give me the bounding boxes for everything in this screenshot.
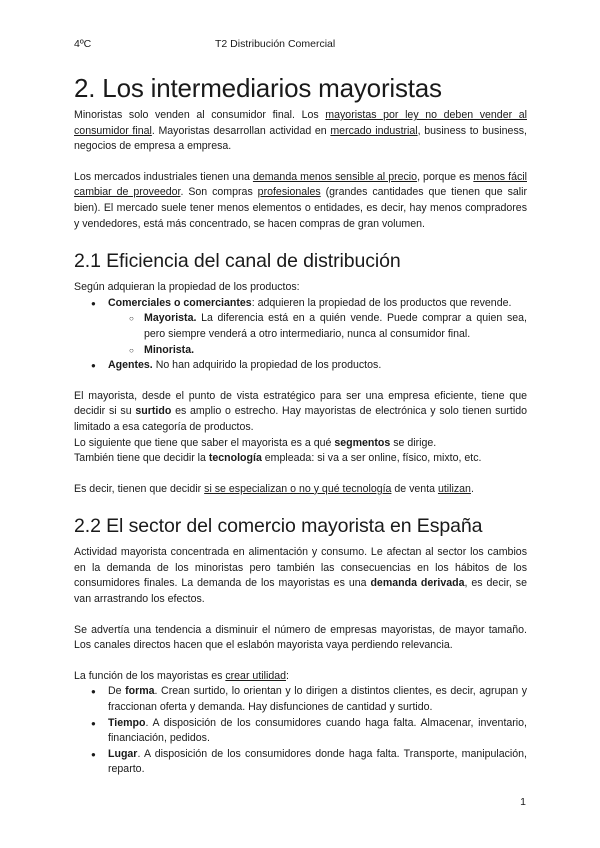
paragraph-tecnologia: También tiene que decidir la tecnología empleada: si va a ser online, físico, mixto, etc. xyxy=(74,452,482,465)
list-item-lugar: ● Lugar. A disposición de los consumidores donde haga falta. Transporte, manipulación, reparto. xyxy=(92,747,527,778)
paragraph-propiedad-intro: Según adquieran la propiedad de los productos: xyxy=(74,281,300,294)
header-title: T2 Distribución Comercial xyxy=(215,38,336,50)
paragraph-mercados-industriales: Los mercados industriales tienen una demanda menos sensible al precio, porque es menos fácil cambiar de proveedor. Son compras profesionales (grandes cantidades que tienen que salir bien). El mercado suele tener menos elementos o entidades, es decir, hay menos compradores y vendedores, está más concentrado, se hacen compras de gran volumen. xyxy=(74,170,527,230)
list-item-tiempo: ● Tiempo. A disposición de los consumidores cuando haga falta. Almacenar, inventario, financiación, pedidos. xyxy=(92,716,527,747)
paragraph-es-decir: Es decir, tienen que decidir si se especializan o no y qué tecnología de venta utilizan. xyxy=(74,482,474,495)
list-item-forma: ● De forma. Crean surtido, lo orientan y lo dirigen a distintos clientes, es decir, agrupan y fraccionan oferta y demanda. Hay disfunciones de cantidad y surtido. xyxy=(92,684,527,715)
document-body xyxy=(74,72,527,778)
paragraph-minoristas: Minoristas solo venden al consumidor final. Los mayoristas por ley no deben vender al consumidor final. Mayoristas desarrollan actividad en mercado industrial, business to business, negocios de empresa a empresa. xyxy=(74,109,527,153)
paragraph-surtido: El mayorista, desde el punto de vista estratégico para ser una empresa eficiente, tiene que decidir si su surtido es amplio o estrecho. Hay mayoristas de electrónica y solo tienen surtido limitado a esa categoría de productos. xyxy=(74,389,527,433)
list-item-comerciales: ● Comerciales o comerciantes: adquieren la propiedad de los productos que revende. ○ Mayorista. La diferencia está en a quién vende. Puede comprar a quien sea, pero siempre venderá a otro intermediario, nunca al consumidor final. ○ Minorista. xyxy=(92,296,527,358)
list-tipos-intermediarios xyxy=(92,296,527,374)
page-number: 1 xyxy=(520,796,526,808)
header-course: 4ºC xyxy=(74,38,92,50)
section-heading-sector-mayorista: 2.2 El sector del comercio mayorista en España xyxy=(74,515,483,538)
sublist-comerciales xyxy=(130,311,527,358)
paragraph-funcion: La función de los mayoristas es crear utilidad: xyxy=(74,669,289,682)
section-heading-intermediarios: 2. Los intermediarios mayoristas xyxy=(74,73,442,103)
paragraph-actividad-mayorista: Actividad mayorista concentrada en alimentación y consumo. Le afectan al sector los cambios en la demanda de los minoristas pero también las consecuencias en los hábitos de los consumidores finales. La demanda de los mayoristas es una demanda derivada, es decir, se van arrastrando los efectos. xyxy=(74,546,527,606)
list-item-mayorista: ○ Mayorista. La diferencia está en a quién vende. Puede comprar a quien sea, pero siempre venderá a otro intermediario, nunca al consumidor final. xyxy=(130,311,527,342)
page-header xyxy=(74,38,526,52)
list-item-minorista: ○ Minorista. xyxy=(130,343,527,359)
paragraph-segmentos: Lo siguiente que tiene que saber el mayorista es a qué segmentos se dirige. xyxy=(74,436,437,449)
section-heading-eficiencia: 2.1 Eficiencia del canal de distribución xyxy=(74,250,401,273)
list-utilidades xyxy=(92,684,527,778)
paragraph-tendencia: Se advertía una tendencia a disminuir el número de empresas mayoristas, de mayor tamaño. Los canales directos hacen que el eslabón mayorista vaya perdiendo relevancia. xyxy=(74,623,527,652)
list-item-agentes: ● Agentes. No han adquirido la propiedad de los productos. xyxy=(92,358,527,374)
